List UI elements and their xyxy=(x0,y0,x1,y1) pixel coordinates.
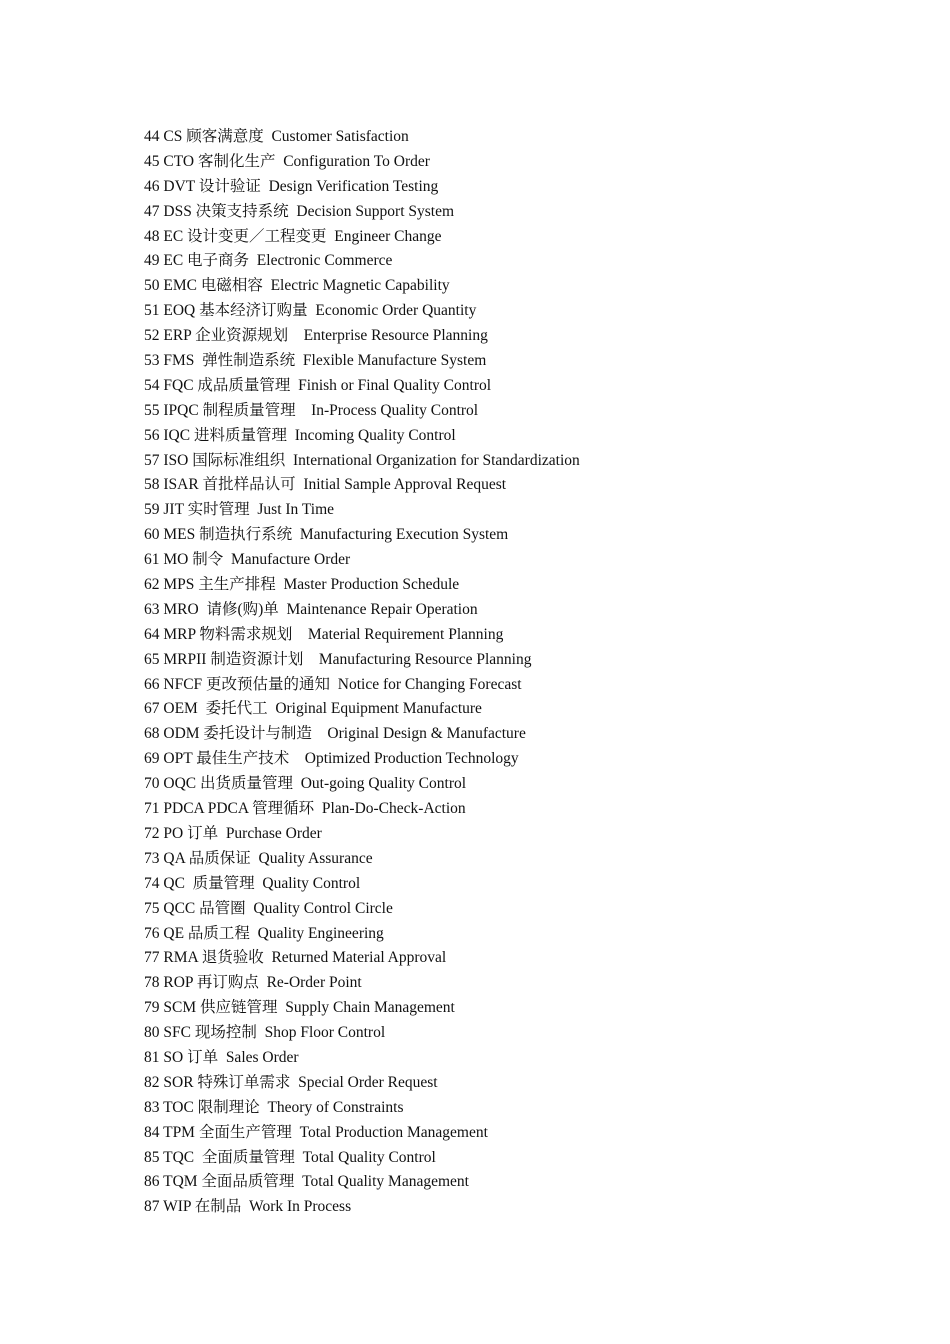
glossary-term-line: 53 FMS 弹性制造系统 Flexible Manufacture System xyxy=(144,352,487,370)
glossary-term-line: 78 ROP 再订购点 Re-Order Point xyxy=(144,974,362,992)
glossary-term-line: 69 OPT 最佳生产技术 Optimized Production Technology xyxy=(144,750,519,768)
glossary-term-line: 54 FQC 成品质量管理 Finish or Final Quality Control xyxy=(144,376,492,394)
glossary-term-line: 59 JIT 实时管理 Just In Time xyxy=(144,501,335,519)
glossary-term-line: 57 ISO 国际标准组织 International Organization for Standardization xyxy=(144,451,580,469)
glossary-term-line: 66 NFCF 更改预估量的通知 Notice for Changing Forecast xyxy=(144,675,522,693)
glossary-term-line: 77 RMA 退货验收 Returned Material Approval xyxy=(144,949,447,967)
glossary-term-line: 72 PO 订单 Purchase Order xyxy=(144,824,322,842)
glossary-term-line: 50 EMC 电磁相容 Electric Magnetic Capability xyxy=(144,277,450,295)
glossary-term-line: 58 ISAR 首批样品认可 Initial Sample Approval Request xyxy=(144,476,507,494)
glossary-term-line: 44 CS 顾客满意度 Customer Satisfaction xyxy=(144,128,409,145)
glossary-term-line: 82 SOR 特殊订单需求 Special Order Request xyxy=(144,1073,438,1091)
glossary-term-line: 48 EC 设计变更／工程变更 Engineer Change xyxy=(144,227,442,245)
glossary-term-line: 56 IQC 进料质量管理 Incoming Quality Control xyxy=(144,426,456,444)
glossary-term-line: 45 CTO 客制化生产 Configuration To Order xyxy=(144,152,430,170)
glossary-term-line: 51 EOQ 基本经济订购量 Economic Order Quantity xyxy=(144,302,477,320)
glossary-term-line: 52 ERP 企业资源规划 Enterprise Resource Planning xyxy=(144,327,488,345)
glossary-term-line: 55 IPQC 制程质量管理 In-Process Quality Control xyxy=(144,401,479,419)
glossary-term-line: 70 OQC 出货质量管理 Out-going Quality Control xyxy=(144,775,467,793)
glossary-term-line: 73 QA 品质保证 Quality Assurance xyxy=(144,849,373,867)
glossary-term-line: 64 MRP 物料需求规划 Material Requirement Planning xyxy=(144,625,504,643)
glossary-term-line: 65 MRPII 制造资源计划 Manufacturing Resource Planning xyxy=(144,650,532,668)
glossary-term-line: 74 QC 质量管理 Quality Control xyxy=(144,874,361,892)
glossary-term-line: 71 PDCA PDCA 管理循环 Plan-Do-Check-Action xyxy=(144,800,466,818)
glossary-term-line: 67 OEM 委托代工 Original Equipment Manufacture xyxy=(144,700,482,718)
glossary-term-list xyxy=(144,125,580,1220)
glossary-term-line: 62 MPS 主生产排程 Master Production Schedule xyxy=(144,576,460,594)
glossary-term-line: 80 SFC 现场控制 Shop Floor Control xyxy=(144,1024,386,1042)
glossary-term-line: 85 TQC 全面质量管理 Total Quality Control xyxy=(144,1148,436,1166)
glossary-term-line: 46 DVT 设计验证 Design Verification Testing xyxy=(144,177,439,195)
glossary-term-line: 81 SO 订单 Sales Order xyxy=(144,1048,299,1066)
glossary-term-line: 61 MO 制令 Manufacture Order xyxy=(144,551,351,569)
glossary-term-line: 79 SCM 供应链管理 Supply Chain Management xyxy=(144,999,455,1017)
glossary-term-line: 76 QE 品质工程 Quality Engineering xyxy=(144,924,384,942)
glossary-term-line: 60 MES 制造执行系统 Manufacturing Execution System xyxy=(144,526,509,544)
glossary-term-line: 87 WIP 在制品 Work In Process xyxy=(144,1198,352,1216)
glossary-term-line: 84 TPM 全面生产管理 Total Production Management xyxy=(144,1123,488,1141)
glossary-term-line: 83 TOC 限制理论 Theory of Constraints xyxy=(144,1098,404,1116)
glossary-term-line: 86 TQM 全面品质管理 Total Quality Management xyxy=(144,1173,469,1191)
glossary-term-line: 75 QCC 品管圈 Quality Control Circle xyxy=(144,899,393,917)
glossary-term-line: 68 ODM 委托设计与制造 Original Design & Manufacture xyxy=(144,725,526,743)
glossary-term-line: 49 EC 电子商务 Electronic Commerce xyxy=(144,252,393,270)
glossary-term-line: 47 DSS 决策支持系统 Decision Support System xyxy=(144,202,455,220)
glossary-term-line: 63 MRO 请修(购)单 Maintenance Repair Operation xyxy=(144,600,478,618)
